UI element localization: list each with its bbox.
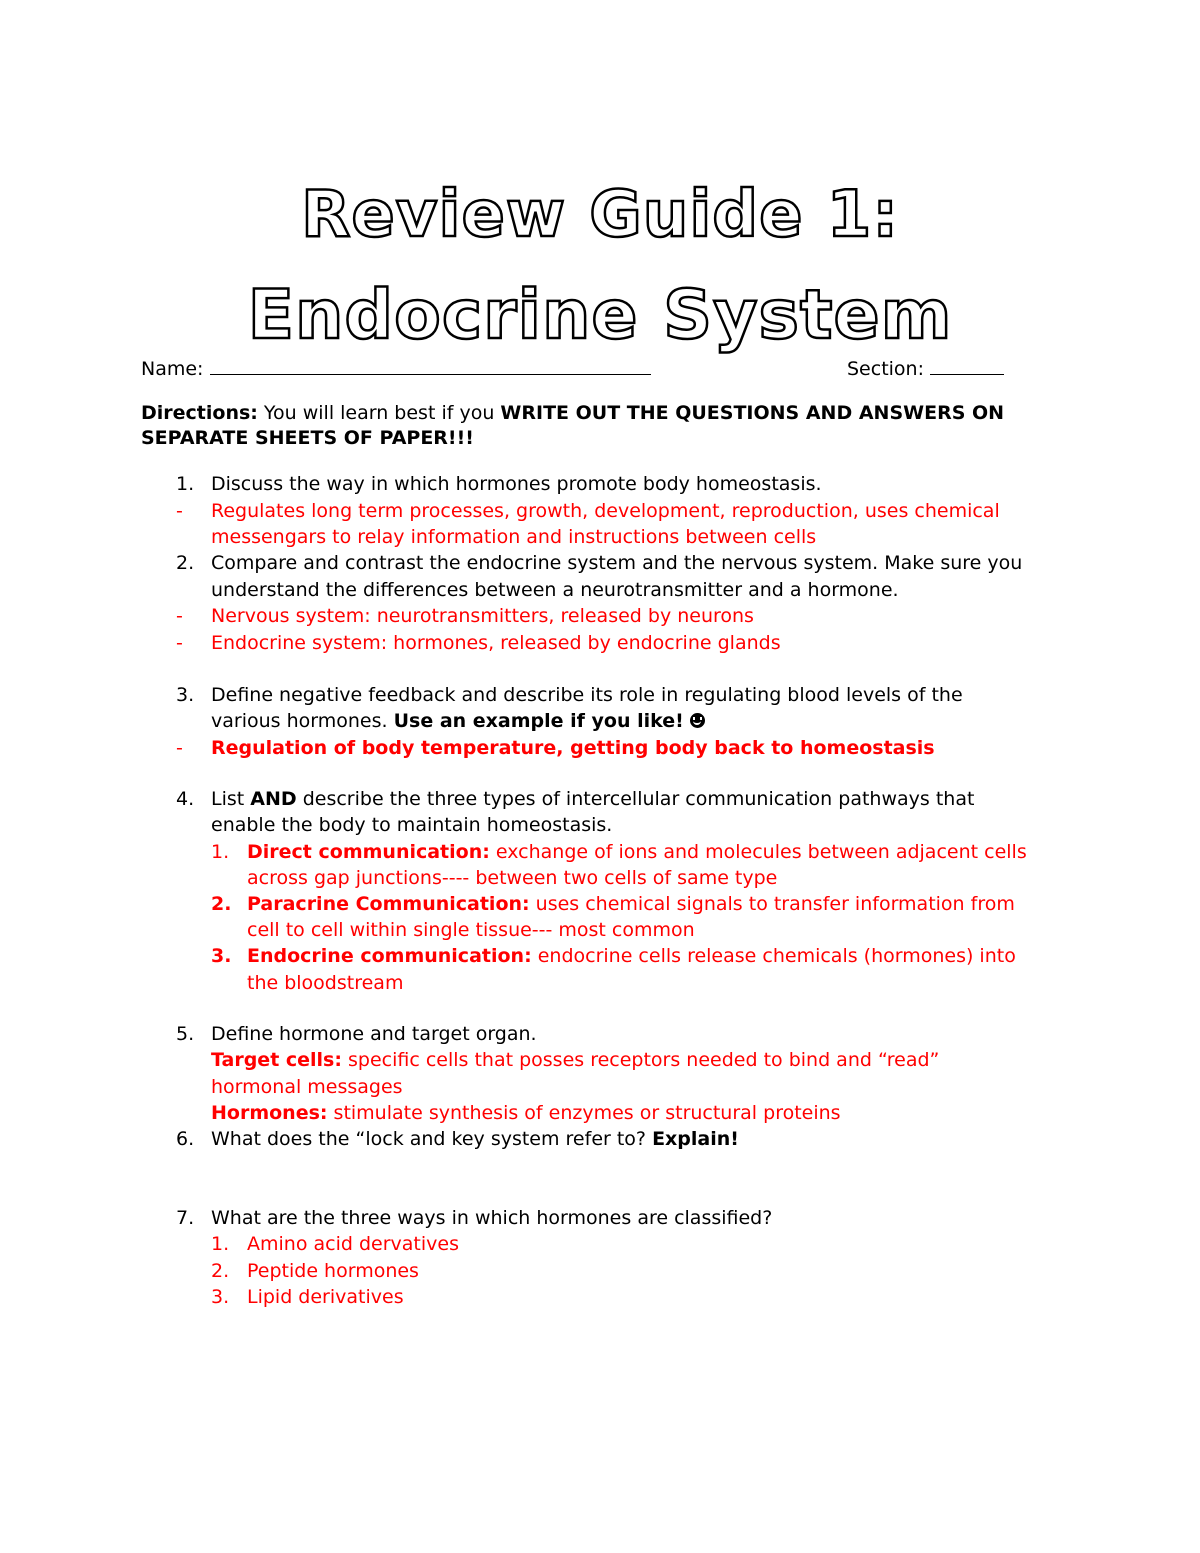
q4-item-1-text-2: across gap junctions---- between two cells of same type xyxy=(247,867,778,889)
q7-answer-3-number: 3. xyxy=(211,1286,230,1308)
name-field[interactable] xyxy=(141,356,651,380)
q1-answer-2: messengars to relay information and instructions between cells xyxy=(211,526,817,548)
q2-dash-1: - xyxy=(176,605,183,627)
q3-question-1: Define negative feedback and describe its role in regulating blood levels of the xyxy=(211,684,963,706)
q5-target-text-2: hormonal messages xyxy=(211,1076,403,1098)
q6-question-text: What does the “lock and key system refer to? xyxy=(211,1128,653,1150)
q4-item-1-number: 1. xyxy=(211,841,230,863)
q4-item-1 xyxy=(247,839,1027,865)
q4-question-1 xyxy=(211,786,974,812)
q4-item-3-number: 3. xyxy=(211,945,232,967)
section-blank[interactable] xyxy=(930,356,1004,375)
q4-number: 4. xyxy=(176,788,195,810)
q7-answer-1: Amino acid dervatives xyxy=(247,1233,459,1255)
q7-answer-2-number: 2. xyxy=(211,1260,230,1282)
q6-question xyxy=(211,1126,739,1152)
q4-item-2-label: Paracrine Communication: xyxy=(247,893,530,915)
q5-target-text: specific cells that posses receptors needed to bind and “read” xyxy=(341,1049,940,1071)
q7-answer-3: Lipid derivatives xyxy=(247,1286,404,1308)
q7-number: 7. xyxy=(176,1207,195,1229)
q6-number: 6. xyxy=(176,1128,195,1150)
q7-answer-1-number: 1. xyxy=(211,1233,230,1255)
section-label: Section: xyxy=(847,358,924,380)
q4-q-c: describe the three types of intercellular communication pathways that xyxy=(296,788,975,810)
q7-answer-2: Peptide hormones xyxy=(247,1260,419,1282)
q4-q-b: AND xyxy=(250,788,297,810)
q7-question: What are the three ways in which hormones are classified? xyxy=(211,1207,773,1229)
q4-item-2-text: uses chemical signals to transfer information from xyxy=(529,893,1015,915)
q4-item-3-text: endocrine cells release chemicals (hormones) into xyxy=(531,945,1016,967)
q3-number: 3. xyxy=(176,684,195,706)
q2-dash-2: - xyxy=(176,632,183,654)
section-field[interactable] xyxy=(847,356,1004,380)
q3-question-2b: Use an example if you like! xyxy=(393,710,684,732)
title-line-1: Review Guide 1: xyxy=(301,178,899,252)
q4-item-1-label: Direct communication: xyxy=(247,841,490,863)
directions-emphasis-1: WRITE OUT THE QUESTIONS AND ANSWERS ON xyxy=(500,402,1005,424)
directions-label: Directions: xyxy=(141,402,258,424)
q2-question-2: understand the differences between a neurotransmitter and a hormone. xyxy=(211,579,899,601)
q5-hormones-text: stimulate synthesis of enzymes or structural proteins xyxy=(327,1102,841,1124)
q6-emphasis: Explain! xyxy=(652,1128,739,1150)
q4-item-2-text-2: cell to cell within single tissue--- most common xyxy=(247,919,695,941)
q3-question-2a: various hormones. xyxy=(211,710,394,732)
q4-item-2 xyxy=(247,891,1015,917)
q4-item-2-number: 2. xyxy=(211,893,232,915)
q5-hormones-label: Hormones: xyxy=(211,1102,328,1124)
q4-item-3-text-2: the bloodstream xyxy=(247,972,404,994)
q2-answer-1: Nervous system: neurotransmitters, released by neurons xyxy=(211,605,754,627)
q3-question-2 xyxy=(211,708,705,734)
q4-question-2: enable the body to maintain homeostasis. xyxy=(211,814,613,836)
q5-question: Define hormone and target organ. xyxy=(211,1023,537,1045)
q5-hormones xyxy=(211,1100,841,1126)
q1-question: Discuss the way in which hormones promote body homeostasis. xyxy=(211,473,822,495)
q5-target-label: Target cells: xyxy=(211,1049,342,1071)
q2-number: 2. xyxy=(176,552,195,574)
name-blank[interactable] xyxy=(210,356,651,375)
q1-answer-1: Regulates long term processes, growth, development, reproduction, uses chemical xyxy=(211,500,1000,522)
q3-answer: Regulation of body temperature, getting body back to homeostasis xyxy=(211,737,935,759)
q4-item-1-text: exchange of ions and molecules between adjacent cells xyxy=(489,841,1027,863)
directions-line-1 xyxy=(141,400,1004,426)
q2-answer-2: Endocrine system: hormones, released by endocrine glands xyxy=(211,632,781,654)
q4-q-a: List xyxy=(211,788,251,810)
q5-target xyxy=(211,1047,939,1073)
q4-item-3 xyxy=(247,943,1016,969)
q5-number: 5. xyxy=(176,1023,195,1045)
title-line-2: Endocrine System xyxy=(247,276,953,355)
smiley-icon xyxy=(690,713,705,728)
q1-number: 1. xyxy=(176,473,195,495)
directions-text: You will learn best if you xyxy=(257,402,501,424)
directions-emphasis-2: SEPARATE SHEETS OF PAPER!!! xyxy=(141,427,474,449)
name-label: Name: xyxy=(141,358,204,380)
q1-dash: - xyxy=(176,500,183,522)
q3-dash: - xyxy=(176,737,183,759)
q2-question-1: Compare and contrast the endocrine system and the nervous system. Make sure you xyxy=(211,552,1023,574)
q4-item-3-label: Endocrine communication: xyxy=(247,945,532,967)
